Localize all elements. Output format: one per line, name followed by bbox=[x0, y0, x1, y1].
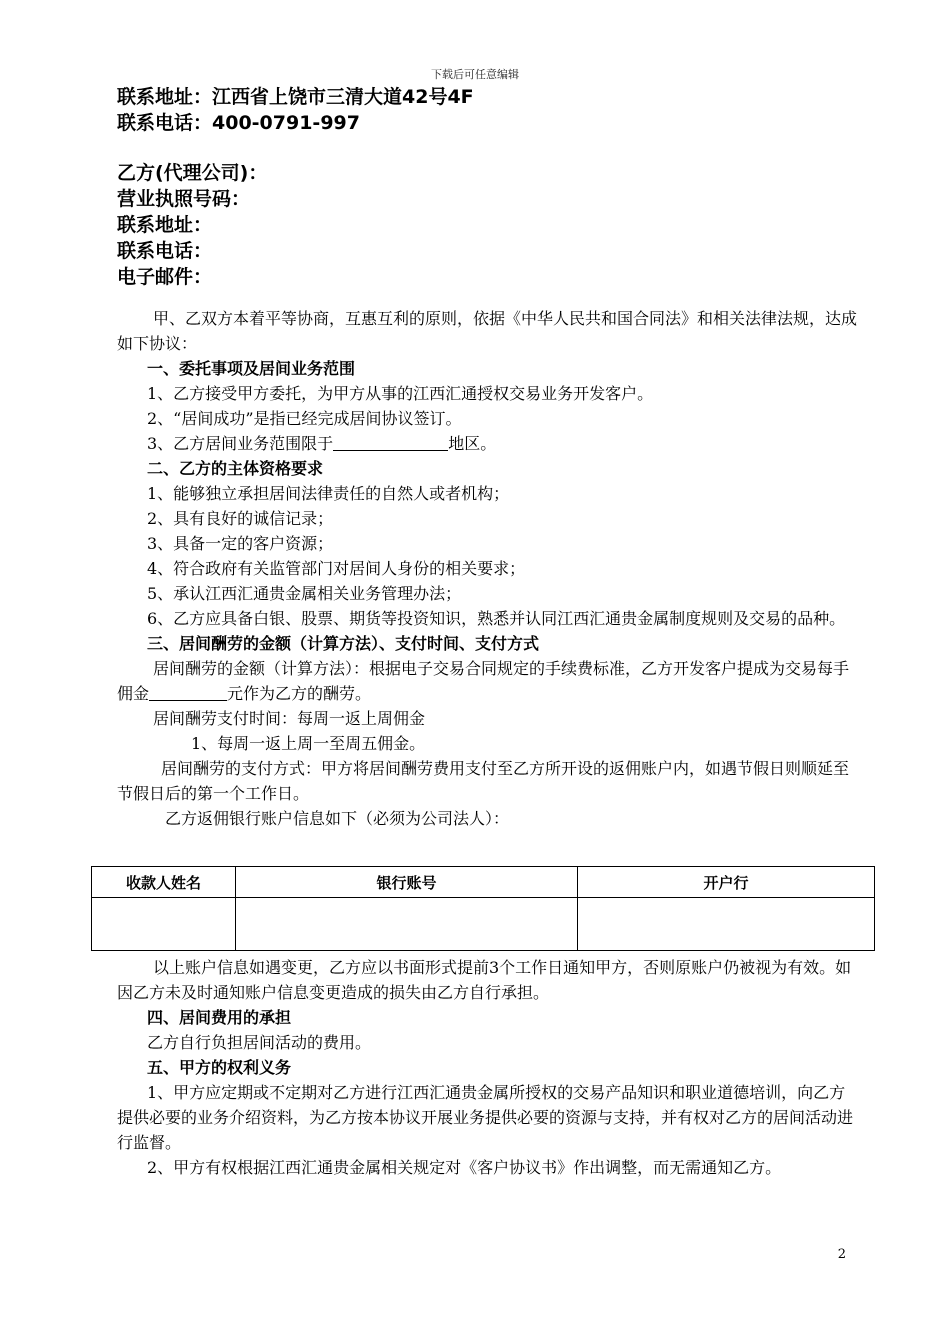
section1-item1: 1、乙方接受甲方委托，为甲方从事的江西汇通授权交易业务开发客户。 bbox=[147, 384, 654, 403]
bank-account-table bbox=[91, 866, 875, 951]
section1-heading: 一、委托事项及居间业务范围 bbox=[147, 359, 356, 378]
table-header-payee: 收款人姓名 bbox=[92, 867, 236, 898]
section2-item: 3、具备一定的客户资源； bbox=[147, 534, 334, 553]
party-b-phone: 联系电话： bbox=[117, 240, 213, 262]
section2-item: 1、能够独立承担居间法律责任的自然人或者机构； bbox=[147, 484, 510, 503]
section3-pay-time-item: 1、每周一返上周一至周五佣金。 bbox=[191, 734, 426, 753]
section3-pay-method: 居间酬劳的支付方式：甲方将居间酬劳费用支付至乙方所开设的返佣账户内，如遇节假日则顺延至节假日后的第一个工作日。 bbox=[117, 759, 850, 803]
account-cell[interactable] bbox=[236, 898, 578, 951]
bank-cell[interactable] bbox=[578, 898, 875, 951]
section1-item3-pre: 3、乙方居间业务范围限于 bbox=[147, 434, 334, 453]
section3-bank-intro: 乙方返佣银行账户信息如下（必须为公司法人）： bbox=[165, 809, 510, 828]
section2-item: 2、具有良好的诚信记录； bbox=[147, 509, 334, 528]
party-b-email: 电子邮件： bbox=[117, 266, 213, 288]
page-number: 2 bbox=[837, 1247, 846, 1262]
section5-heading: 五、甲方的权利义务 bbox=[147, 1058, 292, 1077]
party-b-title: 乙方(代理公司)： bbox=[117, 162, 268, 184]
table-row bbox=[92, 898, 875, 951]
document-body-continued bbox=[117, 955, 857, 1180]
party-b-address: 联系地址： bbox=[117, 214, 213, 236]
section2-item: 6、乙方应具备白银、股票、期货等投资知识，熟悉并认同江西汇通贵金属制度规则及交易的品种。 bbox=[147, 609, 846, 628]
section4-heading: 四、居间费用的承担 bbox=[147, 1008, 292, 1027]
party-b-license: 营业执照号码： bbox=[117, 188, 251, 210]
section3-heading: 三、居间酬劳的金额（计算方法）、支付时间、支付方式 bbox=[147, 634, 540, 653]
party-a-phone: 联系电话：400-0791-997 bbox=[117, 112, 360, 134]
table-header-bank: 开户行 bbox=[578, 867, 875, 898]
section5-item1: 1、甲方应定期或不定期对乙方进行江西汇通贵金属所授权的交易产品知识和职业道德培训，向乙方提供必要的业务介绍资料，为乙方按本协议开展业务提供必要的资源与支持，并有权对乙方的居间活动进行监督。 bbox=[117, 1083, 854, 1152]
payee-cell[interactable] bbox=[92, 898, 236, 951]
section2-item: 5、承认江西汇通贵金属相关业务管理办法； bbox=[147, 584, 462, 603]
section1-item2: 2、“居间成功”是指已经完成居间协议签订。 bbox=[147, 409, 462, 428]
commission-blank bbox=[149, 682, 227, 701]
section2-item: 4、符合政府有关监管部门对居间人身份的相关要求； bbox=[147, 559, 526, 578]
header-note: 下载后可任意编辑 bbox=[431, 68, 519, 81]
region-blank bbox=[333, 432, 448, 451]
section1-item3-post: 地区。 bbox=[448, 434, 497, 453]
section1-item3 bbox=[117, 431, 857, 456]
party-a-address: 联系地址：江西省上饶市三清大道42号4F bbox=[117, 86, 474, 108]
section3-pay-time: 居间酬劳支付时间：每周一返上周佣金 bbox=[153, 709, 426, 728]
section5-item2: 2、甲方有权根据江西汇通贵金属相关规定对《客户协议书》作出调整，而无需通知乙方。 bbox=[147, 1158, 782, 1177]
account-change-notice: 以上账户信息如遇变更，乙方应以书面形式提前3个工作日通知甲方，否则原账户仍被视为有效。如因乙方未及时通知账户信息变更造成的损失由乙方自行承担。 bbox=[117, 958, 852, 1002]
section3-amount bbox=[117, 656, 857, 706]
table-header-account: 银行账号 bbox=[236, 867, 578, 898]
document-body bbox=[117, 84, 857, 831]
section3-amount-post: 元作为乙方的酬劳。 bbox=[227, 684, 372, 703]
section3-amount-pre: 居间酬劳的金额（计算方法）：根据电子交易合同规定的手续费标准，乙方开发客户提成为交易每手佣金 bbox=[117, 659, 850, 703]
section2-heading: 二、乙方的主体资格要求 bbox=[147, 459, 324, 478]
section4-text: 乙方自行负担居间活动的费用。 bbox=[147, 1033, 372, 1052]
preamble: 甲、乙双方本着平等协商，互惠互利的原则，依据《中华人民共和国合同法》和相关法律法规，达成如下协议： bbox=[117, 309, 858, 353]
